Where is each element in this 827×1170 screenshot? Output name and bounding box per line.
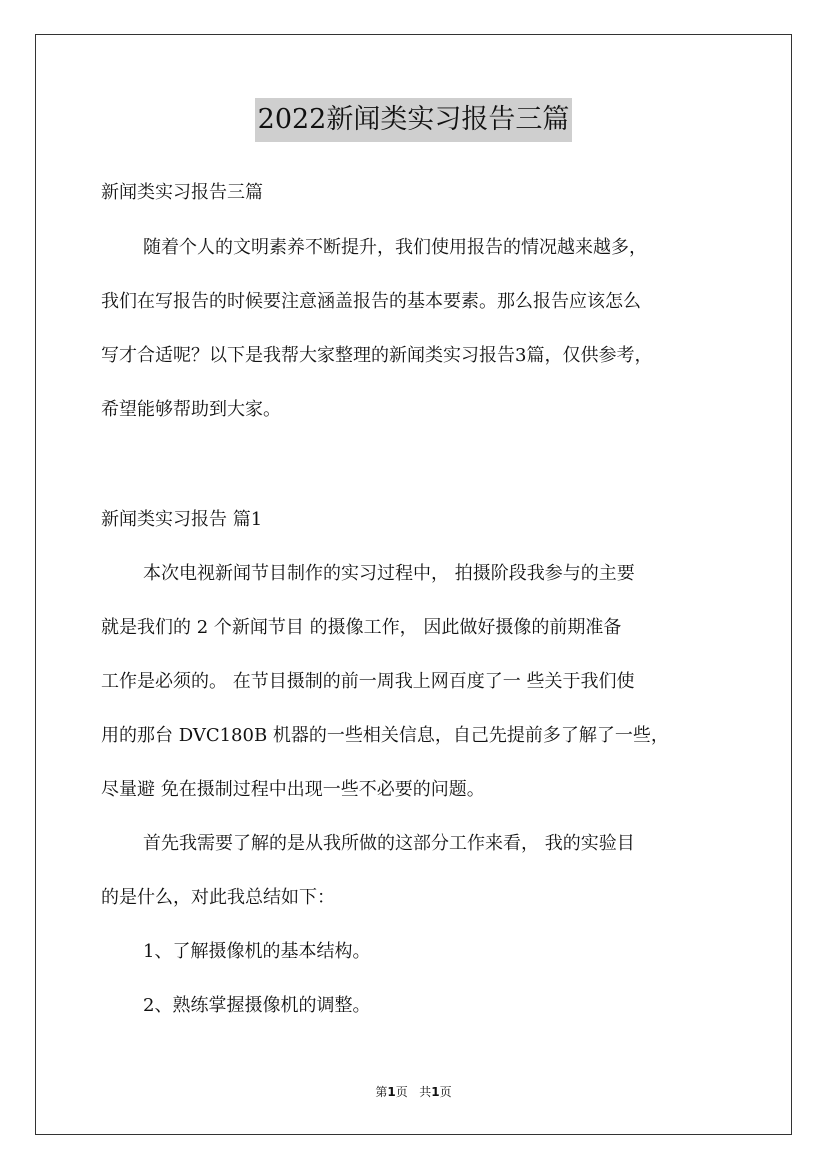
total-suffix: 页	[439, 1085, 452, 1099]
list-item-1: 1、了解摄像机的基本结构。	[143, 941, 371, 962]
document-title: 2022新闻类实习报告三篇	[255, 98, 573, 142]
intro-line-2: 我们在写报告的时候要注意涵盖报告的基本要素。那么报告应该怎么	[101, 291, 641, 312]
body-line-2: 就是我们的 2 个新闻节目 的摄像工作， 因此做好摄像的前期准备	[101, 617, 622, 638]
total-pages: 1	[431, 1085, 440, 1099]
intro-line-3: 写才合适呢？以下是我帮大家整理的新闻类实习报告3篇，仅供参考，	[101, 345, 653, 366]
title-wrap	[0, 98, 827, 142]
body-line-6: 首先我需要了解的是从我所做的这部分工作来看， 我的实验目	[143, 833, 635, 854]
page-footer	[0, 1083, 827, 1100]
page-suffix: 页	[395, 1085, 408, 1099]
list-item-2: 2、熟练掌握摄像机的调整。	[143, 995, 371, 1016]
body-line-5: 尽量避 免在摄制过程中出现一些不必要的问题。	[101, 779, 485, 800]
intro-line-4: 希望能够帮助到大家。	[101, 399, 281, 420]
section-heading: 新闻类实习报告 篇1	[101, 509, 263, 530]
body-line-7: 的是什么，对此我总结如下：	[101, 887, 335, 908]
total-prefix: 共	[419, 1085, 432, 1099]
page-number: 1	[387, 1085, 396, 1099]
body-line-3: 工作是必须的。 在节目摄制的前一周我上网百度了一 些关于我们使	[101, 671, 635, 692]
subtitle: 新闻类实习报告三篇	[101, 182, 263, 203]
page-prefix: 第	[375, 1085, 388, 1099]
body-line-1: 本次电视新闻节目制作的实习过程中， 拍摄阶段我参与的主要	[143, 563, 635, 584]
body-line-4: 用的那台 DVC180B 机器的一些相关信息，自己先提前多了解了一些，	[101, 725, 669, 746]
intro-line-1: 随着个人的文明素养不断提升，我们使用报告的情况越来越多，	[143, 237, 647, 258]
